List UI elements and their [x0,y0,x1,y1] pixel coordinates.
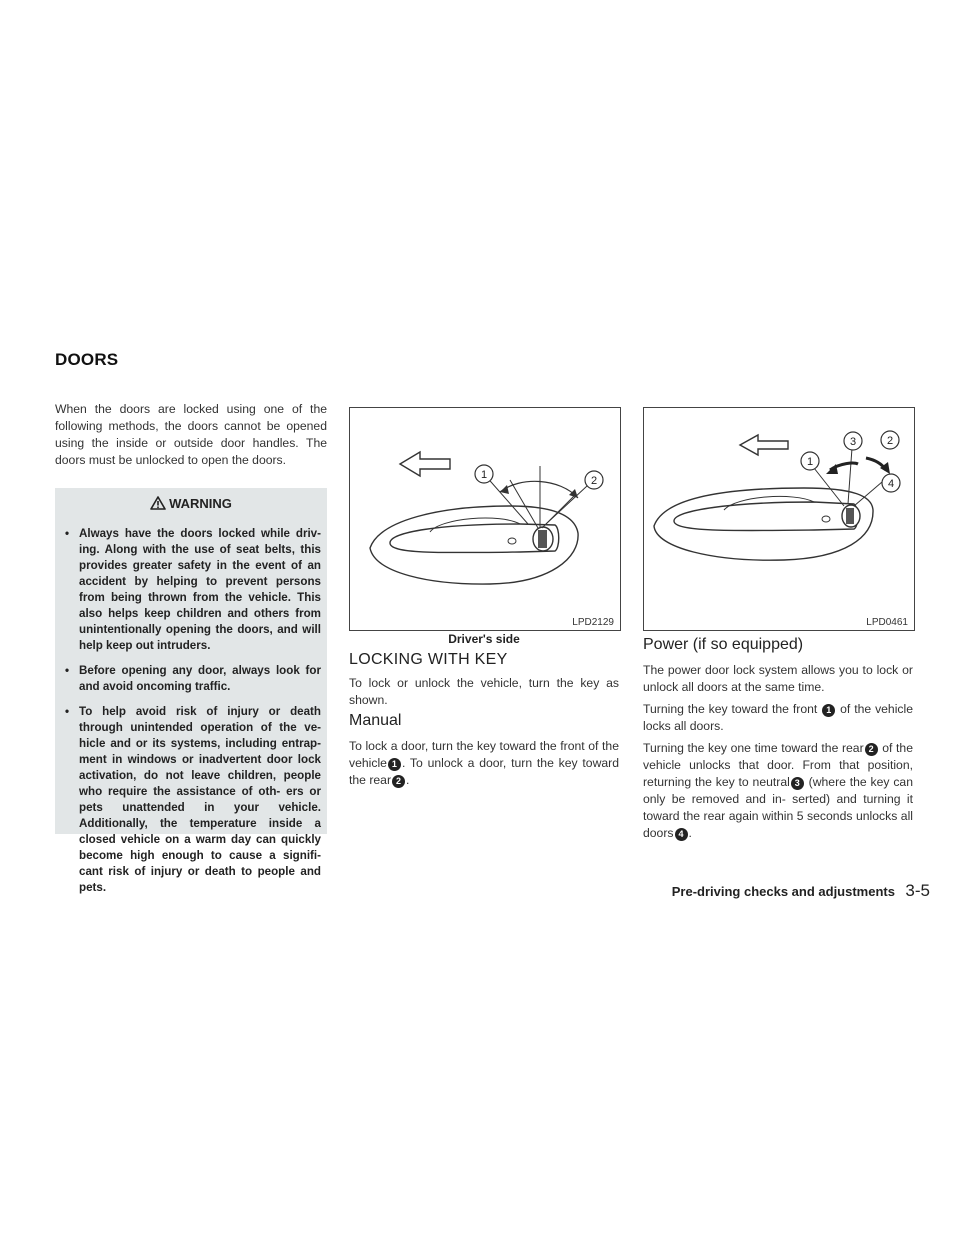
section-title: DOORS [55,350,119,369]
power-paragraph-2: Turning the key toward the front 1 of the vehicle locks all doors. [643,702,913,733]
callout-1: 1 [480,469,488,481]
warning-title: WARNING [169,496,232,511]
page-number: 3-5 [905,881,930,900]
callout-3: 3 [849,436,857,448]
figure-caption: Driver's side [448,632,520,646]
callout-2: 2 [886,435,894,447]
door-handle-illustration [350,408,620,630]
warning-item: • Before opening any door, always look for and avoid oncoming traffic. [65,664,321,693]
figure-code: LPD2129 [572,617,614,628]
callout-1: 1 [806,456,814,468]
warning-header [55,496,327,511]
warning-triangle-icon [150,496,166,510]
manual-paragraph: To lock a door, turn the key toward the front of the vehicle 1 . To unlock a door, turn the key toward the rear 2 . [349,739,619,787]
power-paragraph-1: The power door lock system allows you to lock or unlock all doors at the same time. [643,663,913,694]
figure-code: LPD0461 [866,617,908,628]
intro-paragraph: When the doors are locked using one of the following methods, the doors cannot be opened using the inside or outside door handles. The doors must be unlocked to open the doors. [55,402,327,467]
marker-3-icon: 3 [791,777,804,790]
warning-box [55,488,327,894]
heading-manual: Manual [349,712,402,729]
marker-1-icon: 1 [822,704,835,717]
figure-key-power [643,407,915,631]
marker-2-icon: 2 [392,775,405,788]
marker-2-icon: 2 [865,743,878,756]
figure-key-manual [349,407,621,631]
warning-item: • Always have the doors locked while driv- ing. Along with the use of seat belts, this provides greater safety in the event of an accident by helping to prevent persons from being thrown from the vehicle. This also helps keep children and others from unintentionally opening the doors, and will help keep out intruders. [65,527,321,652]
page-footer [672,881,930,901]
power-paragraph-3: Turning the key one time toward the rear 2 of the vehicle unlocks that door. From that position, returning the key to neutral 3 (where the key can only be removed and in- serted) and turning it toward the rear again within 5 seconds unlocks all doors 4 . [643,741,913,840]
footer-chapter: Pre-driving checks and adjustments [671,884,895,899]
marker-1-icon: 1 [388,758,401,771]
heading-locking-with-key: LOCKING WITH KEY [349,651,508,668]
marker-4-icon: 4 [675,828,688,841]
locking-text: To lock or unlock the vehicle, turn the key as shown. [349,676,619,707]
callout-2: 2 [590,475,598,487]
heading-power: Power (if so equipped) [643,636,804,653]
callout-4: 4 [887,478,895,490]
door-handle-power-illustration [644,408,914,630]
warning-item: • To help avoid risk of injury or death through unintended operation of the ve- hicle and or its systems, including entrap- ment in windows or inadvertent door lock activation, do not leave children, people who require the assistance of oth- ers or pets unattended in your vehicle. Additionally, the temperature inside a closed vehicle on a warm day can quickly become high enough to cause a signifi- cant risk of injury or death to people and pets. [65,705,321,894]
warning-list [63,526,321,905]
